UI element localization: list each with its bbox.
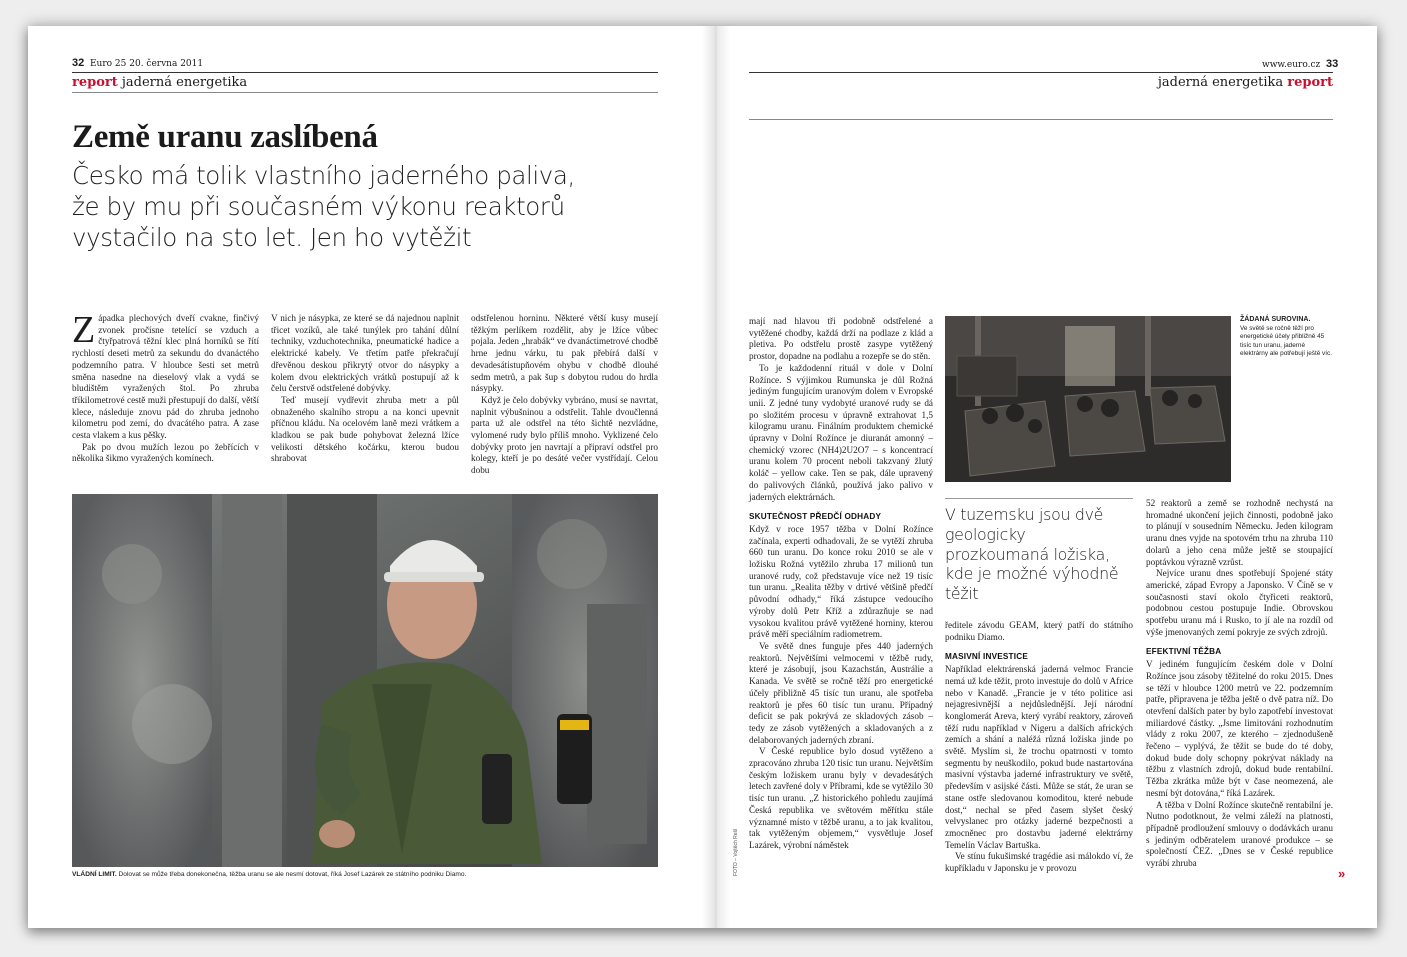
right-page-number: 33	[1325, 58, 1339, 70]
left-column-3	[471, 313, 658, 477]
left-section-rule	[72, 92, 658, 93]
paragraph: Nejvíce uranu dnes spotřebují Spojené státy americké, západ Evropy a Japonsko. V Číně se v současnosti staví okolo čtyřiceti reaktorů, podobnou cestou postupuje Indie. Obrovskou spotřebu uranu má i Rusko, to jí ale na rozdíl od výše jmenovaných zemí pokryje ze svých zdrojů.	[1146, 568, 1333, 637]
right-photo-caption	[1240, 316, 1332, 359]
left-column-2	[271, 313, 459, 465]
right-top-rule	[749, 72, 1333, 73]
caption-text: Dolovat se může třeba donekonečna, těžba uranu se ale nesmí dotovat, říká Josef Lazárek ze státního podniku Diamo.	[118, 871, 467, 878]
miner-photo-illustration	[72, 494, 658, 867]
subheading: SKUTEČNOST PŘEDČÍ ODHADY	[749, 512, 882, 522]
right-folio	[1262, 58, 1338, 70]
pull-quote-rule	[945, 498, 1133, 499]
right-column-3	[1146, 498, 1333, 870]
paragraph: V nich je násypka, ze které se dá najednou naplnit třicet vozíků, ale také tunýlek pro tahání důlní techniky, vzduchotechnika, pneumatické hadice a elektrické kabely. Ve třetím patře překračují dřevěnou deskou přikrytý otvor do násypky a kolem dvou elektrických vrátků postupují až k čelu čerstvě odstřelené dobývky.	[271, 313, 459, 394]
paragraph: To je každodenní rituál v dole v Dolní Rožínce. S výjimkou Rumunska je důl Rožná jediným fungujícím uranovým dolem v Evropské unii. Z jedné tuny vydobyté uranové rudy se dá po složitém procesu v úpravně extrahovat 1,5 kilogramu uranu. Finálním produktem chemické úpravny v Dolní Rožínce je diuranát amonný – chemický vzorec (NH4)2U2O7 – s koncentrací uranu kolem 70 procent neboli takzvaný žlutý koláč – yellow cake. Ten se pak, dále upravený do palivových článků, používá jako palivo v jaderných elektrárnách.	[749, 362, 933, 502]
photo-credit: FOTO – Vojtěch Rešl	[733, 828, 739, 876]
paragraph: Pak po dvou mužích lezou po žebřících v několika šikmo vyražených komínech.	[72, 441, 259, 464]
paragraph: Ve stínu fukušimské tragédie asi málokdo ví, že kupříkladu v Japonsku je v provozu	[945, 851, 1133, 874]
paragraph: 52 reaktorů a země se rozhodně nechystá na hromadné ukončení jejich činnosti, podobně jako to plánují v sousedním Německu. Jeden kilogram uranu dnes vyjde na spotovém trhu na zhruba 110 dolarů a jeho cena může ještě se stoupající poptávkou výrazně vzrůst.	[1146, 498, 1333, 567]
left-photo-caption	[72, 871, 658, 880]
page-gutter	[702, 26, 730, 928]
left-top-rule	[72, 72, 658, 73]
caption-title: ŽÁDANÁ SUROVINA.	[1240, 316, 1311, 323]
deck: Česko má tolik vlastního jaderného paliva, že by mu při současném výkonu reaktorů vystačilo na sto let. Jen ho vytěžit	[72, 161, 575, 252]
subheading: MASIVNÍ INVESTICE	[945, 652, 1029, 662]
double-chevron-right-icon: »	[1338, 866, 1346, 881]
left-folio-info: Euro 25 20. června 2011	[89, 59, 204, 69]
section-report-label: report	[72, 75, 118, 90]
paragraph: Například elektrárenská jaderná velmoc Francie nemá už kde těžit, proto investuje do dolů v Africe nebo v Kanadě. „Francie je v této politice asi nejagresivnější a nejdůslednější. Její národní konglomerát Areva, který vyrábí reaktory, zároveň těží rudu například v Nigeru a dalších afrických zemích a shání a naléžá různá ložiska jinde po světě. Myslím si, že trochu opatrnosti v tomto segmentu by neuškodilo, pokud bude nastartována masivní výstavba jaderné infrastruktury ve světě, především v asijské části. Může se stát, že uran se stane ostře sledovanou komoditou, které nebude dost,“ nechal se před časem slyšet český velvyslanec pro otázky jaderné bezpečnosti a zmocněnec pro dostavbu jaderné elektrárny Temelín Václav Bartuška.	[945, 664, 1133, 850]
folio-url: www.euro.cz	[1262, 60, 1321, 70]
paragraph: Když je čelo dobývky vybráno, musí se navrtat, naplnit výbušninou a odstřelit. Tahle dvoučlenná parta už ale odstřel na této šichtě nezvládne, vylomené rudy bylo příliš mnoho. Vyklizené čelo dobývky proto jen navrtají a připraví odstřel pro kolegy, kteří je po desáté večer vystřídají. Celou dobu	[471, 394, 658, 476]
paragraph: A těžba v Dolní Rožínce skutečně rentabilní je. Nutno podotknout, že velmi záleží na platnosti, případně prodloužení smlouvy o dodávkách uranu s jediným odběratelem uranové produkce – se společností ČEZ. „Dnes se v České republice vyrábí zhruba	[1146, 799, 1333, 869]
mine-carts-photo	[945, 316, 1231, 482]
paragraph: odstřelenou horninu. Některé větší kusy musejí těžkým perlíkem rozdělit, aby je lžíce vůbec pojala. Jeden „hrabák“ ve dvanáctimetrové chodbě hrne jednu várku, tu pak přebírá další v devadesátistupňovém ohybu v chodbě dlouhé sedm metrů, a pak šup s dobytou rudou do hrdla násypky.	[471, 313, 658, 394]
caption-text: Ve světě se ročně těží pro energetické účely přibližně 45 tisíc tun uranu, jaderné elektrárny ale potřebují ještě víc.	[1240, 324, 1332, 358]
miner-photo	[72, 494, 658, 867]
paragraph: V České republice bylo dosud vytěženo a zpracováno zhruba 120 tisíc tun uranu. Největším českým ložiskem uranu byly v devadesátých letech zavřené doly v Příbrami, kde se vytěžilo 30 tisíc tun uranu. „Z historického pohledu zaujímá Česká republika ve světovém měřítku stále významné místo v těžbě uranu, a to jak kvalitou, tak vytěženým objemem,“ vysvětluje Josef Lazárek, výrobní náměstek	[749, 746, 933, 850]
section-report-label: report	[1287, 75, 1333, 90]
paragraph: Teď musejí vydřevit zhruba metr a půl obnaženého skalního stropu a na konci upevnit příčnou kládu. Na ocelovém laně mezi vrátkem a kladkou se pak bude pohybovat železná lžíce velikosti dětského kočárku, kterou budou shrabovat	[271, 394, 459, 464]
left-section-label	[72, 75, 247, 90]
subheading: EFEKTIVNÍ TĚŽBA	[1146, 647, 1222, 657]
pull-quote: V tuzemsku jsou dvě geologicky prozkoumaná ložiska, kde je možné výhodně těžit	[945, 505, 1119, 604]
right-column-2	[945, 620, 1133, 875]
right-section-label	[1158, 75, 1333, 90]
left-folio	[72, 57, 203, 69]
dropcap: Z	[72, 309, 96, 351]
caption-title: VLÁDNÍ LIMIT.	[72, 871, 117, 878]
mine-carts-illustration	[945, 316, 1231, 482]
paragraph: ápadka plechových dveří cvakne, finčivý zvonek pročísne tetelící se vzduch a čtyřpatrová těžní klec plná horníků se řítí rychlostí deseti metrů za sekundu do dvanáctého podzemního patra. V hloubce šesti set metrů směna nasedne na dieselový vlak a vydá se bludištěm vyražených štol. Po zhruba tříkilometrové cestě muži přestupují do další, větší klece, následuje znovu pád do zhruba jednoho kilometru pod zemí, do dvacátého patra. A zase cesta vlakem a kus pěšky.	[72, 313, 259, 441]
left-column-1	[72, 309, 259, 465]
headline: Země uranu zaslíbená	[72, 119, 378, 155]
paragraph: Když v roce 1957 těžba v Dolní Rožínce začínala, experti odhadovali, že se vytěží zhruba 660 tun uranu. Do konce roku 2010 se ale v ložisku Rožná vytěžilo zhruba 17 milionů tun uranové rudy, což představuje více než 19 tisíc tun uranu. „Realita těžby v drtivé většině předčí původní odhady,“ říká zástupce vedoucího výroby dolů Petr Kříž a zdůrazňuje se nad vysokou kvalitou právě vytěžené horniny, kterou právě měří speciálním radiometrem.	[749, 523, 933, 640]
paragraph: V jediném fungujícím českém dole v Dolní Rožínce jsou zásoby těžitelné do roku 2015. Dnes se těží v hloubce 1200 metrů ve 22. podzemním patře, připravena je těžba ještě o dvě patra níž. Do otevření dalších pater by bylo zapotřebí investovat miliardové částky. „Jsme limitováni rozhodnutím vlády z roku 2007, ze kterého – zjednodušeně řečeno – vyplývá, že těžit se bude do té doby, dokud bude doly schopny pokrývat náklady na těžbu z vlastních zdrojů, dokud bude rentabilní. Těžba zkrátka může být v čase neomezená, ale nesmí být dotována,“ říká Lazárek.	[1146, 659, 1333, 798]
right-section-rule	[749, 119, 1333, 120]
section-topic: jaderná energetika	[121, 75, 248, 90]
right-column-1	[749, 316, 933, 852]
section-topic: jaderná energetika	[1157, 75, 1284, 90]
paragraph: Ve světě dnes funguje přes 440 jaderných reaktorů. Největšími velmocemi v těžbě rudy, které je zásobují, jsou Kazachstán, Austrálie a Kanada. Ve světě se ročně těží pro energetické účely přibližně 45 tisíc tun uranu, ale spotřeba reaktorů je přes 60 tisíc tun uranu. Případný deficit se pak pokrývá ze skladových zásob – tedy ze zásob vytěžených a skladovaných a z delaborovaných jaderných zbraní.	[749, 640, 933, 745]
paragraph: ředitele závodu GEAM, který patří do státního podniku Diamo.	[945, 620, 1133, 642]
left-page-number: 32	[72, 57, 85, 69]
paragraph: mají nad hlavou tři podobně odstřelené a vytěžené chodby, každá drží na podlaze z klád a pletiva. Po odstřelu prostě zasype vytěžený prostor, dopadne na podlahu a rozepře se do stěn.	[749, 316, 933, 362]
